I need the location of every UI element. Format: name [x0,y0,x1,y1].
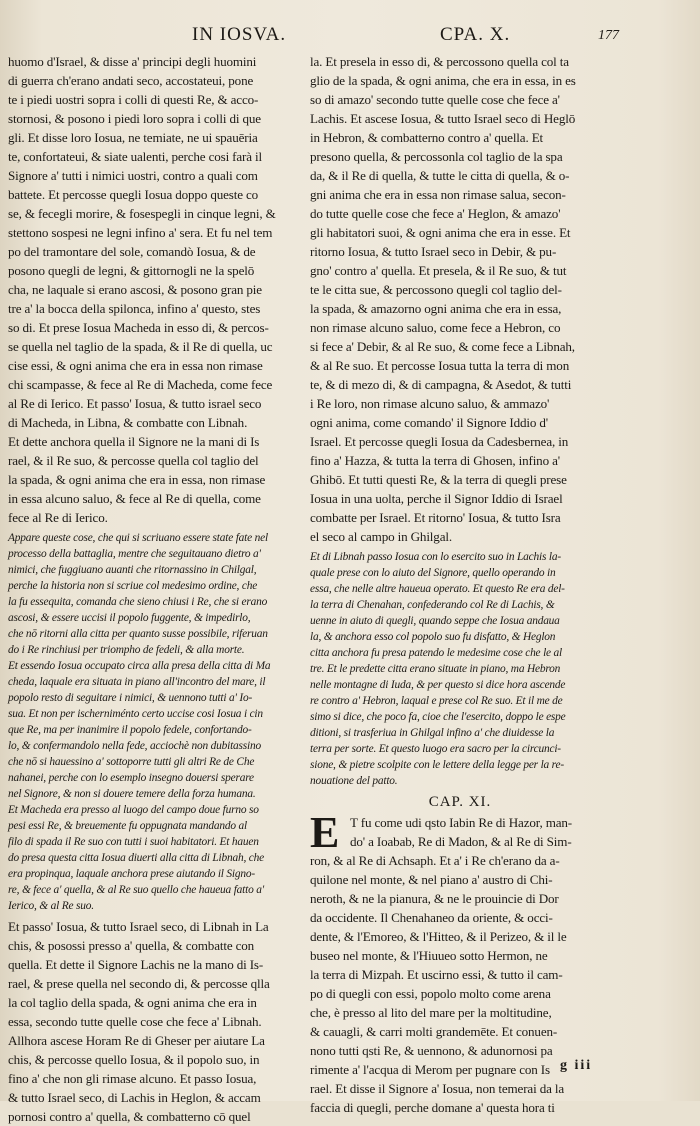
text-line: buseo nel monte, & l'Hiuueo sotto Hermon, ne [310,948,548,963]
text-line: ron, & al Re di Achsaph. Et a' i Re ch'erano da a- [310,853,560,868]
commentary-line: tre. Et le predette citta erano situate in piano, ma Hebron [310,663,561,675]
commentary-line: cheda, laquale era situata in piano all'incontro del mare, il [8,676,266,688]
commentary-line: popolo resto di seguitare i nimici, & uennono tutti a' Io- [8,692,253,704]
text-line: in Hebron, & combatterno contro a' quella. Et [310,130,544,145]
commentary-line: re, & fece a' quella, & al Re suo quello che haueua fatto a' [8,884,264,896]
text-line: Signore a' tutti i nimici uostri, contro a quali com [8,168,258,183]
text-line: nono tutti qsti Re, & uennono, & adunornosi pa [310,1043,553,1058]
chapter-text [310,851,610,1117]
text-line: da, & il Re di quella, & tutte le citta di quella, & o- [310,168,570,183]
text-line: chis, & posossi presso a' quella, & combatte con [8,938,255,953]
text-line: ogni anima, come comando' il Signore Iddio d' [310,415,548,430]
text-line: rael, & prese quella nel secondo di, & percosse qlla [8,976,270,991]
right-main-text [310,52,610,546]
text-line: battete. Et percosse quegli Iosua doppo queste co [8,187,259,202]
text-line: cise essi, & ogni anima che era in essa non rimase [8,358,263,373]
text-line: stettono sospesi ne legni infino a' sera. Et fu nel tem [8,225,273,240]
commentary-line: che nō ritorni alla citta per quanto susse possibile, riferuan [8,628,268,640]
text-line: non rimase alcuno saluo, come fece a Hebron, co [310,320,561,335]
commentary-line: do i Re rinchiusi per triompho de fedeli, & alla morte. [8,644,245,656]
text-line: fino a' Hazza, & tutta la terra di Ghosen, infino a' [310,453,560,468]
text-line: te le citta sue, & percossono quegli col taglio del- [310,282,562,297]
commentary-line: citta anchora fu presa patendo le medesime cose che le al [310,647,562,659]
text-line: fino a' che non gli rimase alcuno. Et passo Iosua, [8,1071,257,1086]
text-line: el seco al campo in Ghilgal. [310,529,452,544]
commentary-line: la fu essequita, comanda che sieno chiusi i Re, che si erano [8,596,268,608]
text-line: Iosua in una uolta, perche il Signor Iddio di Israel [310,491,563,506]
text-line: la spada, & ogni anima che era in essa, non rimase [8,472,266,487]
commentary-line: lo, & confermandolo nella fede, acciochè non dubitassino [8,740,261,752]
right-commentary [310,549,610,789]
commentary-line: Ierico, & al Re suo. [8,900,94,912]
commentary-line: Et di Libnah passo Iosua con lo esercito suo in Lachis la- [310,551,561,563]
text-line: so di amazo' secondo tutte quelle cose che fece a' [310,92,560,107]
left-main-text-continued [8,917,300,1126]
text-line: po del tramontare del sole, comandò Iosua, & de [8,244,256,259]
commentary-line: ditioni, si trasferiua in Ghilgal infino a' che diuidesse la [310,727,555,739]
commentary-line: que Re, ma per inanimire il popolo fedele, confortando- [8,724,252,736]
text-line: quella. Et dette il Signore Lachis ne la mano di Is- [8,957,264,972]
text-line: tre a' la bocca della spilonca, infino a' questo, stes [8,301,261,316]
commentary-line: che nō si hauessino a' sottoporre tutti gli altri Re de Che [8,756,255,768]
chapter-label: CPA. X. [440,24,511,45]
commentary-line: essa, che nelle altre haueua operato. Et questo Re era del- [310,583,565,595]
commentary-line: filo di spada il Re suo con tutti i suoi habitatori. Et hauen [8,836,259,848]
commentary-line: la terra di Chenahan, confederando col Re di Lachis, & [310,599,555,611]
text-line: la terra di Mizpah. Et uscirno essi, & tutto il cam- [310,967,563,982]
text-line: do' a Ioabab, Re di Madon, & al Re di Sim- [350,834,572,849]
commentary-line: terra per sorte. Et questo luogo era sacro per la circunci- [310,743,561,755]
text-line: da occidente. Il Chenahaneo da oriente, & occi- [310,910,553,925]
text-line: i Re loro, non rimase alcuno saluo, & ammazo' [310,396,550,411]
text-line: di guerra ch'erano andati seco, accostateui, pone [8,73,254,88]
text-line: fece al Re di Ierico. [8,510,108,525]
text-line: essa, secondo tutte quelle cose che fece a' Libnah. [8,1014,262,1029]
commentary-line: nahanei, perche con lo esemplo insegno douersi sperare [8,772,254,784]
commentary-line: Et Macheda era presso al luogo del campo doue furno so [8,804,259,816]
text-line: la. Et presela in esso di, & percossono quella col ta [310,54,569,69]
text-line: neroth, & ne la pianura, & ne le prouincie di Dor [310,891,559,906]
folio-number: 177 [598,28,619,43]
text-line: te i piedi uostri sopra i colli di questi Re, & acco- [8,92,259,107]
left-commentary [8,530,300,914]
text-line: si fece a' Debir, & al Re suo, & come fece a Libnah, [310,339,575,354]
commentary-line: nouatione del patto. [310,775,398,787]
text-line: la col taglio della spada, & ogni anima che era in [8,995,257,1010]
text-line: la spada, & amazorno ogni anima che era in essa, [310,301,562,316]
text-line: faccia di quegli, perche domane a' questa hora ti [310,1100,555,1115]
text-line: T fu come udi qsto Iabin Re di Hazor, man- [350,815,573,830]
signature-mark: g iii [560,1058,593,1073]
text-line: in essa alcuno saluo, & fece al Re di quella, come [8,491,261,506]
dropcap-lines [310,808,610,857]
text-line: stornosi, & posono i piedi loro sopra i colli di que [8,111,261,126]
commentary-line: re contro a' Hebron, laqual e prese col Re suo. Et il me de [310,695,563,707]
text-line: combatte per Israel. Et ritorno' Iosua, & tutto Isra [310,510,561,525]
text-line: quilone nel monte, & nel piano a' austro di Chi- [310,872,553,887]
left-main-text [8,52,300,527]
chapter-heading: CAP. XI. [428,794,492,810]
text-line: di Macheda, in Libna, & combatte con Libnah. [8,415,248,430]
commentary-line: Et essendo Iosua occupato circa alla presa della citta di Ma [8,660,271,672]
text-line: dente, & l'Emoreo, & l'Hitteo, & il Perizeo, & il le [310,929,567,944]
text-line: glio de la spada, & ogni anima, che era in essa, in es [310,73,576,88]
text-line: se, & fecegli morire, & fosespegli in cinque legni, & [8,206,276,221]
text-line: presono quella, & percossonla col taglio de la spa [310,149,563,164]
text-line: gni anima che era in essa non rimase salua, secon- [310,187,566,202]
text-line: & tutto Israel seco, di Lachis in Heglon, & accam [8,1090,261,1105]
commentary-line: uenne in aiuto di quegli, quando seppe che Iosua andaua [310,615,560,627]
text-line: gli. Et disse loro Iosua, ne temiate, ne ui spauēria [8,130,258,145]
text-line: te, confortateui, & siate ualenti, perche cosi farà il [8,149,263,164]
text-line: te, & di mezo di, & di campagna, & Asedot, & tutti [310,377,572,392]
commentary-line: do presa questa citta Iosua diuerti alla citta di Libnah, che [8,852,264,864]
commentary-line: quale prese con lo aiuto del Signore, quello operando in [310,567,556,579]
text-line: rimente a' l'acqua di Merom per pugnare con Is [310,1062,550,1077]
commentary-line: perche la historia non si scriue col medesimo ordine, che [8,580,258,592]
text-line: al Re di Ierico. Et passo' Iosua, & tutto israel seco [8,396,262,411]
text-line: huomo d'Israel, & disse a' principi degli huomini [8,54,257,69]
text-line: rael, & il Re suo, & percosse quella col taglio del [8,453,259,468]
text-line: rael. Et disse il Signore a' Iosua, non temerai da la [310,1081,565,1096]
commentary-line: ascosi, & essere uccisi il popolo fuggente, & impedirlo, [8,612,251,624]
commentary-line: simo si dice, che poco fa, cioe che l'esercito, doppo le espe [310,711,566,723]
commentary-line: la, & anchora esso col popolo suo fu disfatto, & Heglon [310,631,556,643]
text-line: do tutte quelle cose che fece a' Heglon, & amazo' [310,206,561,221]
text-line: Ghibō. Et tutti questi Re, & la terra di quegli prese [310,472,567,487]
text-line: che, è presso al lito del mare per la moltitudine, [310,1005,552,1020]
text-line: Allhora ascese Horam Re di Gheser per aiutare La [8,1033,265,1048]
running-title: IN IOSVA. [192,24,287,45]
commentary-line: nel Signore, & non si douere temere della forza humana. [8,788,256,800]
text-line: gli habitatori suoi, & ogni anima che era in esse. Et [310,225,571,240]
text-line: chi scampasse, & fece al Re di Macheda, come fece [8,377,273,392]
text-line: posono quegli de legni, & gittornogli ne la spelō [8,263,255,278]
text-line: po di quegli con essi, popolo molto come arena [310,986,551,1001]
text-line: Israel. Et percosse quegli Iosua da Cadesbernea, in [310,434,569,449]
page-header [0,24,700,50]
commentary-line: Appare queste cose, che qui si scriuano essere state fate nel [8,532,268,544]
text-line: ritorno Iosua, & tutto Israel seco in Debir, & pu- [310,244,557,259]
text-line: & al Re suo. Et percosse Iosua tutta la terra di mon [310,358,570,373]
text-line: Et passo' Iosua, & tutto Israel seco, di Libnah in La [8,919,269,934]
left-column [8,52,300,1124]
text-line: cha, ne laquale si erano ascosi, & posono gran pie [8,282,262,297]
commentary-line: nimici, che fuggiuano auanti che ritornassino in Chilgal, [8,564,257,576]
text-line: gno' contro a' quella. Et presela, & il Re suo, & tut [310,263,567,278]
commentary-line: processo della battaglia, mentre che seguitauano dietro a' [8,548,261,560]
text-line: se quella nel taglio de la spada, & il Re di quella, uc [8,339,273,354]
text-line: chis, & percosse quello Iosua, & il popolo suo, in [8,1052,260,1067]
commentary-line: sua. Et non per ischerniménto certo uccise cosi Iosua i cin [8,708,263,720]
text-line: so di. Et prese Iosua Macheda in esso di, & percos- [8,320,269,335]
text-line: & cauagli, & carri molti grandemēte. Et conuen- [310,1024,558,1039]
commentary-line: era propinqua, laquale anchora prese aiutando il Signo- [8,868,255,880]
commentary-line: nelle montagne di Iuda, & per questo si dice hora ascende [310,679,566,691]
commentary-line: pesi essi Re, & breuemente fu oppugnata mandando al [8,820,247,832]
commentary-line: sione, & pietre scolpite con le lettere della legge per la re- [310,759,564,771]
text-line: Lachis. Et ascese Iosua, & tutto Israel seco di Heglō [310,111,576,126]
chapter-opening [310,808,610,857]
text-line: Et dette anchora quella il Signore ne la mani di Is [8,434,260,449]
drop-cap: E [310,808,340,857]
text-line: pornosi contro a' quella, & combatterno cō quel [8,1109,251,1124]
